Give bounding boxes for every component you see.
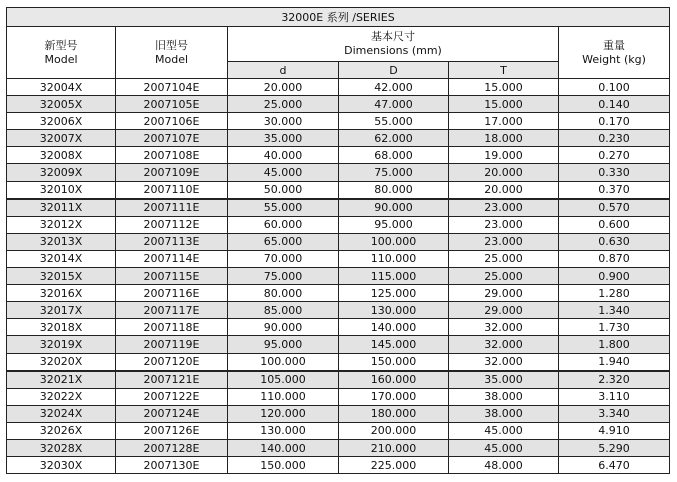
- T-cell: 38.000: [449, 388, 559, 405]
- model-cell: 32007X: [7, 130, 116, 147]
- table-row: [7, 388, 670, 405]
- weight-en-label: Weight (kg): [582, 52, 646, 66]
- title-row: [7, 8, 670, 27]
- weight-cell: 3.110: [559, 388, 670, 405]
- dimensions-en-label: Dimensions (mm): [344, 44, 442, 57]
- D-cell: 180.000: [339, 405, 449, 422]
- table-body: [7, 79, 670, 474]
- T-cell: 20.000: [449, 181, 559, 199]
- weight-cell: 0.600: [559, 216, 670, 233]
- model-cell: 32022X: [7, 388, 116, 405]
- weight-cell: 5.290: [559, 439, 670, 456]
- dimensions-cn-label: 基本尺寸: [371, 30, 415, 43]
- dimensions-header: [228, 27, 559, 62]
- d-cell: 120.000: [228, 405, 339, 422]
- table-row: [7, 147, 670, 164]
- old-model-cell: 2007107E: [116, 130, 228, 147]
- d-cell: 40.000: [228, 147, 339, 164]
- table-row: [7, 250, 670, 267]
- weight-cell: 0.270: [559, 147, 670, 164]
- model-cell: 32024X: [7, 405, 116, 422]
- D-cell: 75.000: [339, 164, 449, 181]
- weight-cell: 0.630: [559, 233, 670, 250]
- weight-cell: 6.470: [559, 457, 670, 474]
- T-cell: 15.000: [449, 79, 559, 96]
- T-cell: 45.000: [449, 422, 559, 439]
- d-cell: 105.000: [228, 371, 339, 389]
- model-cell: 32005X: [7, 96, 116, 113]
- model-cell: 32010X: [7, 181, 116, 199]
- old-model-cell: 2007116E: [116, 285, 228, 302]
- model-cell: 32019X: [7, 336, 116, 353]
- T-cell: 32.000: [449, 319, 559, 336]
- table-row: [7, 199, 670, 217]
- old-model-header: [116, 27, 228, 79]
- model-cell: 32015X: [7, 268, 116, 285]
- d-cell: 150.000: [228, 457, 339, 474]
- old-model-cell: 2007119E: [116, 336, 228, 353]
- d-cell: 30.000: [228, 113, 339, 130]
- T-cell: 25.000: [449, 268, 559, 285]
- T-cell: 20.000: [449, 164, 559, 181]
- table-row: [7, 79, 670, 96]
- T-cell: 32.000: [449, 336, 559, 353]
- weight-cell: 1.340: [559, 302, 670, 319]
- weight-cn-label: 重量: [603, 38, 626, 52]
- d-cell: 35.000: [228, 130, 339, 147]
- weight-cell: 1.800: [559, 336, 670, 353]
- old-model-en-label: Model: [154, 52, 189, 66]
- D-cell: 225.000: [339, 457, 449, 474]
- model-cell: 32030X: [7, 457, 116, 474]
- T-cell: 45.000: [449, 439, 559, 456]
- T-cell: 48.000: [449, 457, 559, 474]
- D-cell: 80.000: [339, 181, 449, 199]
- D-cell: 90.000: [339, 199, 449, 217]
- D-cell: 140.000: [339, 319, 449, 336]
- T-cell: 23.000: [449, 216, 559, 233]
- weight-cell: 4.910: [559, 422, 670, 439]
- old-model-cell: 2007111E: [116, 199, 228, 217]
- D-cell: 47.000: [339, 96, 449, 113]
- table-row: [7, 371, 670, 389]
- col-D-header: D: [339, 62, 449, 79]
- table-row: [7, 457, 670, 474]
- table-row: [7, 268, 670, 285]
- model-cell: 32028X: [7, 439, 116, 456]
- T-cell: 25.000: [449, 250, 559, 267]
- old-model-cell: 2007108E: [116, 147, 228, 164]
- weight-cell: 0.330: [559, 164, 670, 181]
- old-model-cell: 2007105E: [116, 96, 228, 113]
- D-cell: 130.000: [339, 302, 449, 319]
- d-cell: 100.000: [228, 353, 339, 371]
- col-T-header: T: [449, 62, 559, 79]
- D-cell: 42.000: [339, 79, 449, 96]
- d-cell: 140.000: [228, 439, 339, 456]
- D-cell: 62.000: [339, 130, 449, 147]
- D-cell: 200.000: [339, 422, 449, 439]
- T-cell: 19.000: [449, 147, 559, 164]
- model-cell: 32008X: [7, 147, 116, 164]
- T-cell: 29.000: [449, 285, 559, 302]
- old-model-cell: 2007114E: [116, 250, 228, 267]
- weight-cell: 0.870: [559, 250, 670, 267]
- table-row: [7, 181, 670, 199]
- table-row: [7, 96, 670, 113]
- new-model-cn-label: 新型号: [44, 38, 78, 52]
- d-cell: 70.000: [228, 250, 339, 267]
- d-cell: 110.000: [228, 388, 339, 405]
- d-cell: 90.000: [228, 319, 339, 336]
- T-cell: 18.000: [449, 130, 559, 147]
- bearing-spec-table: [6, 7, 670, 474]
- old-model-cell: 2007110E: [116, 181, 228, 199]
- table-row: [7, 319, 670, 336]
- old-model-cell: 2007109E: [116, 164, 228, 181]
- table-row: [7, 113, 670, 130]
- table-row: [7, 164, 670, 181]
- old-model-cell: 2007106E: [116, 113, 228, 130]
- old-model-cn-label: 旧型号: [155, 38, 188, 52]
- old-model-cell: 2007112E: [116, 216, 228, 233]
- model-cell: 32013X: [7, 233, 116, 250]
- T-cell: 38.000: [449, 405, 559, 422]
- model-cell: 32011X: [7, 199, 116, 217]
- table-row: [7, 405, 670, 422]
- model-cell: 32021X: [7, 371, 116, 389]
- old-model-cell: 2007117E: [116, 302, 228, 319]
- weight-cell: 1.280: [559, 285, 670, 302]
- table-row: [7, 336, 670, 353]
- d-cell: 75.000: [228, 268, 339, 285]
- d-cell: 80.000: [228, 285, 339, 302]
- model-cell: 32016X: [7, 285, 116, 302]
- D-cell: 115.000: [339, 268, 449, 285]
- new-model-header: [7, 27, 116, 79]
- col-d-header: d: [228, 62, 339, 79]
- old-model-cell: 2007124E: [116, 405, 228, 422]
- model-cell: 32017X: [7, 302, 116, 319]
- weight-cell: 0.370: [559, 181, 670, 199]
- table-row: [7, 302, 670, 319]
- d-cell: 50.000: [228, 181, 339, 199]
- weight-cell: 0.170: [559, 113, 670, 130]
- d-cell: 85.000: [228, 302, 339, 319]
- T-cell: 32.000: [449, 353, 559, 371]
- model-cell: 32009X: [7, 164, 116, 181]
- table-row: [7, 353, 670, 371]
- D-cell: 110.000: [339, 250, 449, 267]
- weight-cell: 0.570: [559, 199, 670, 217]
- old-model-cell: 2007126E: [116, 422, 228, 439]
- table-row: [7, 439, 670, 456]
- old-model-cell: 2007104E: [116, 79, 228, 96]
- table-row: [7, 233, 670, 250]
- T-cell: 17.000: [449, 113, 559, 130]
- old-model-cell: 2007121E: [116, 371, 228, 389]
- d-cell: 25.000: [228, 96, 339, 113]
- weight-cell: 1.730: [559, 319, 670, 336]
- model-cell: 32006X: [7, 113, 116, 130]
- D-cell: 145.000: [339, 336, 449, 353]
- D-cell: 160.000: [339, 371, 449, 389]
- model-cell: 32012X: [7, 216, 116, 233]
- old-model-cell: 2007128E: [116, 439, 228, 456]
- D-cell: 150.000: [339, 353, 449, 371]
- old-model-cell: 2007120E: [116, 353, 228, 371]
- table-row: [7, 285, 670, 302]
- weight-cell: 3.340: [559, 405, 670, 422]
- d-cell: 95.000: [228, 336, 339, 353]
- d-cell: 20.000: [228, 79, 339, 96]
- old-model-cell: 2007113E: [116, 233, 228, 250]
- T-cell: 23.000: [449, 233, 559, 250]
- T-cell: 29.000: [449, 302, 559, 319]
- weight-cell: 1.940: [559, 353, 670, 371]
- weight-cell: 2.320: [559, 371, 670, 389]
- d-cell: 60.000: [228, 216, 339, 233]
- old-model-cell: 2007130E: [116, 457, 228, 474]
- D-cell: 55.000: [339, 113, 449, 130]
- weight-cell: 0.100: [559, 79, 670, 96]
- new-model-en-label: Model: [44, 52, 78, 66]
- T-cell: 35.000: [449, 371, 559, 389]
- table-row: [7, 130, 670, 147]
- d-cell: 65.000: [228, 233, 339, 250]
- table-title: 32000E 系列 /SERIES: [7, 8, 670, 27]
- d-cell: 45.000: [228, 164, 339, 181]
- model-cell: 32004X: [7, 79, 116, 96]
- T-cell: 15.000: [449, 96, 559, 113]
- model-cell: 32026X: [7, 422, 116, 439]
- weight-cell: 0.140: [559, 96, 670, 113]
- old-model-cell: 2007122E: [116, 388, 228, 405]
- T-cell: 23.000: [449, 199, 559, 217]
- D-cell: 170.000: [339, 388, 449, 405]
- D-cell: 95.000: [339, 216, 449, 233]
- D-cell: 68.000: [339, 147, 449, 164]
- table-row: [7, 422, 670, 439]
- d-cell: 130.000: [228, 422, 339, 439]
- model-cell: 32018X: [7, 319, 116, 336]
- table-row: [7, 216, 670, 233]
- D-cell: 100.000: [339, 233, 449, 250]
- old-model-cell: 2007118E: [116, 319, 228, 336]
- weight-header: [559, 27, 670, 79]
- model-cell: 32020X: [7, 353, 116, 371]
- d-cell: 55.000: [228, 199, 339, 217]
- D-cell: 210.000: [339, 439, 449, 456]
- weight-cell: 0.230: [559, 130, 670, 147]
- header-row: [7, 27, 670, 62]
- D-cell: 125.000: [339, 285, 449, 302]
- old-model-cell: 2007115E: [116, 268, 228, 285]
- weight-cell: 0.900: [559, 268, 670, 285]
- model-cell: 32014X: [7, 250, 116, 267]
